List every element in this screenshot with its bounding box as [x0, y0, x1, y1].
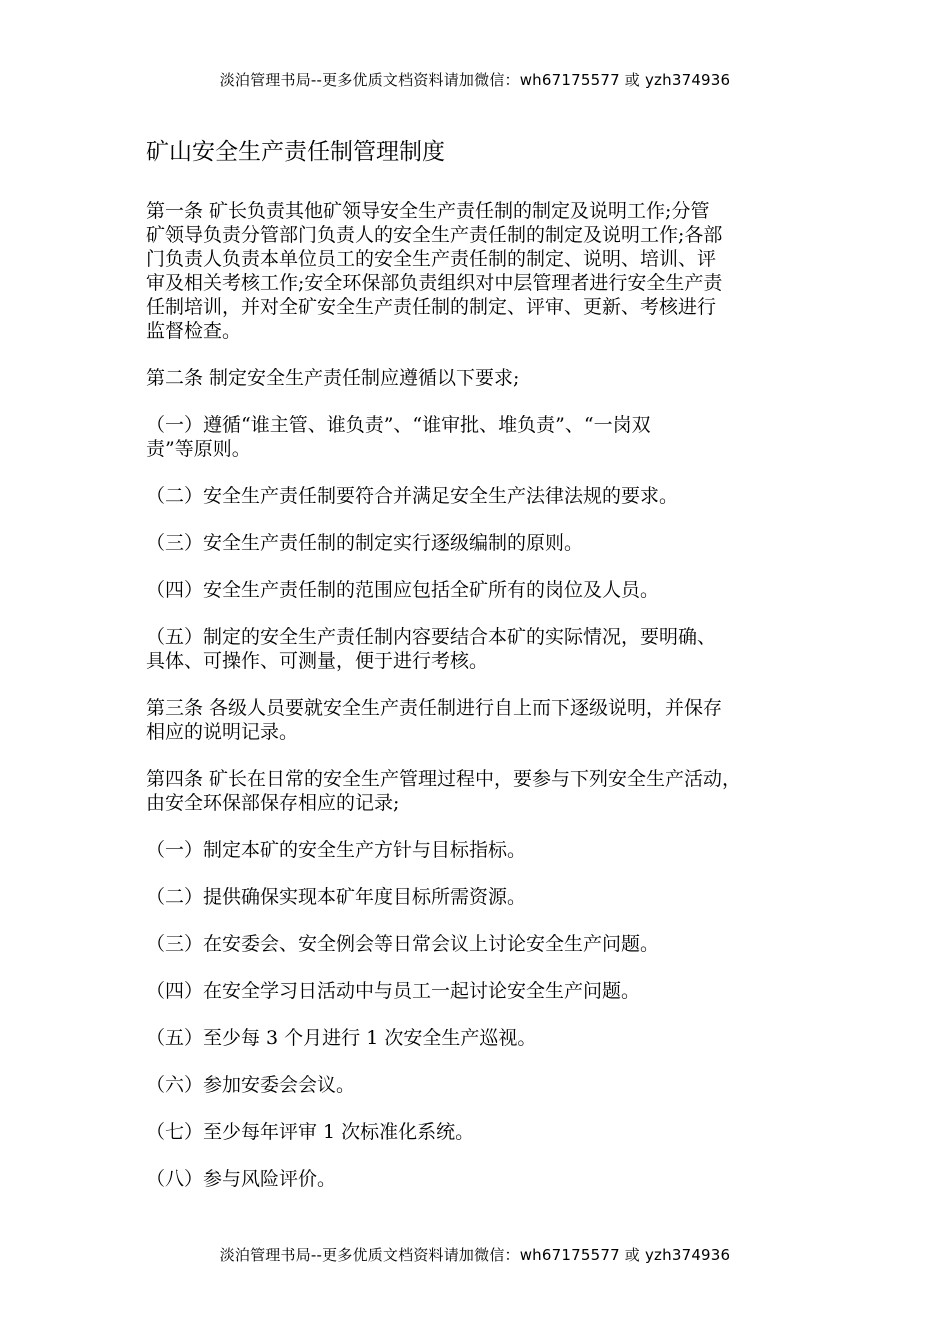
article-2-item-2: （二）安全生产责任制要符合并满足安全生产法律法规的要求。	[146, 485, 679, 507]
page-header: 淡泊管理书局--更多优质文档资料请加微信：wh67175577 或 yzh374936	[219, 71, 731, 89]
article-2-item-4: （四）安全生产责任制的范围应包括全矿所有的岗位及人员。	[146, 579, 660, 601]
article-4-item-1: （一）制定本矿的安全生产方针与目标指标。	[146, 839, 527, 861]
article-3: 第三条 各级人员要就安全生产责任制进行自上而下逐级说明，并保存 相应的说明记录。	[146, 697, 723, 743]
document-body	[146, 199, 818, 1214]
article-4-item-8: （八）参与风险评价。	[146, 1168, 337, 1190]
document-title: 矿山安全生产责任制管理制度	[146, 139, 445, 165]
article-1: 第一条 矿长负责其他矿领导安全生产责任制的制定及说明工作;分管 矿领导负责分管部门负责人的安全生产责任制的制定及说明工作;各部 门负责人负责本单位员工的安全生产责任制的制定、说明、培训、评 审及相关考核工作;安全环保部负责组织对中层管理者进行安全生产责 任制培训，并对全矿安全生产责任制的制定、评审、更新、考核进行 监督检查。	[146, 200, 723, 342]
article-4-item-3: （三）在安委会、安全例会等日常会议上讨论安全生产问题。	[146, 933, 660, 955]
article-4-item-5: （五）至少每 3 个月进行 1 次安全生产巡视。	[146, 1027, 537, 1049]
article-4: 第四条 矿长在日常的安全生产管理过程中，要参与下列安全生产活动， 由安全环保部保存相应的记录;	[146, 768, 742, 814]
article-2-item-1: （一）遵循“谁主管、谁负责”、“谁审批、堆负责”、“一岗双 责”等原则。	[146, 414, 651, 460]
page-footer: 淡泊管理书局--更多优质文档资料请加微信：wh67175577 或 yzh374936	[219, 1246, 731, 1264]
article-4-item-6: （六）参加安委会会议。	[146, 1074, 356, 1096]
article-4-item-4: （四）在安全学习日活动中与员工一起讨论安全生产问题。	[146, 980, 641, 1002]
article-2: 第二条 制定安全生产责任制应遵循以下要求;	[146, 367, 520, 389]
article-2-item-3: （三）安全生产责任制的制定实行逐级编制的原则。	[146, 532, 584, 554]
article-4-item-2: （二）提供确保实现本矿年度目标所需资源。	[146, 886, 527, 908]
article-4-item-7: （七）至少每年评审 1 次标准化系统。	[146, 1121, 475, 1143]
article-2-item-5: （五）制定的安全生产责任制内容要结合本矿的实际情况，要明确、 具体、可操作、可测量，便于进行考核。	[146, 626, 717, 672]
